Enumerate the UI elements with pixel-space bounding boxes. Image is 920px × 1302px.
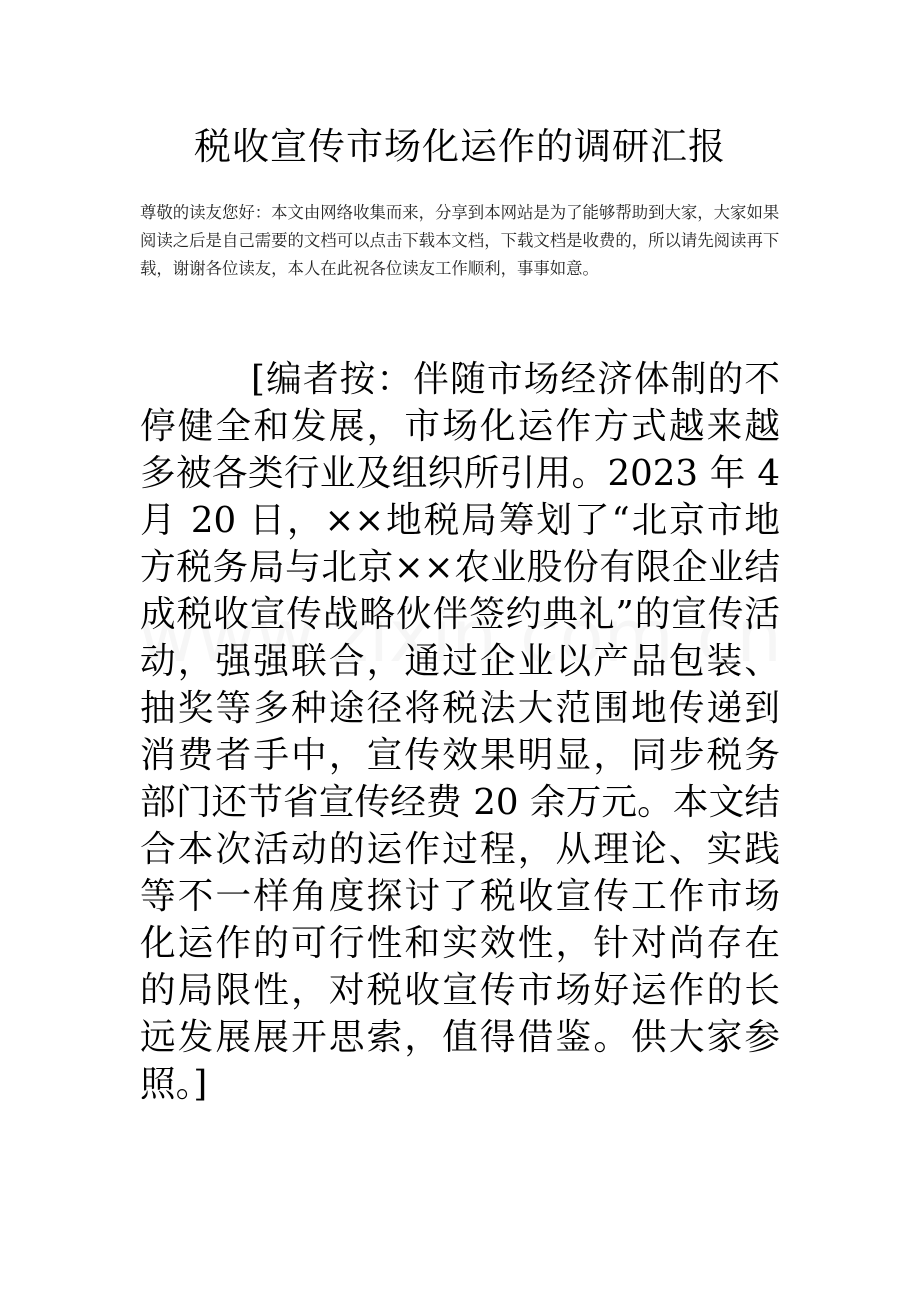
document-title: 税收宣传市场化运作的调研汇报 [194, 125, 726, 168]
editor-note-paragraph: [编者按：伴随市场经济体制的不停健全和发展，市场化运作方式越来越多被各类行业及组织所引用。2023 年 4 月 20 日，××地税局筹划了“北京市地方税务局与北京××农业股份有限企业结成税收宣传战略伙伴签约典礼”的宣传活动，强强联合，通过企业以产品包装、抽奖等多种途径将税法大范围地传递到消费者手中，宣传效果明显，同步税务部门还节省宣传经费 20 余万元。本文结合本次活动的运作过程，从理论、实践等不一样角度探讨了税收宣传工作市场化运作的可行性和实效性，针对尚存在的局限性，对税收宣传市场好运作的长远发展展开思索，值得借鉴。供大家参照。] [140, 359, 780, 1105]
reader-notice: 尊敬的读友您好：本文由网络收集而来，分享到本网站是为了能够帮助到大家，大家如果阅读之后是自己需要的文档可以点击下载本文档，下载文档是收费的，所以请先阅读再下载，谢谢各位读友，本人在此祝各位读友工作顺利，事事如意。 [140, 203, 780, 278]
